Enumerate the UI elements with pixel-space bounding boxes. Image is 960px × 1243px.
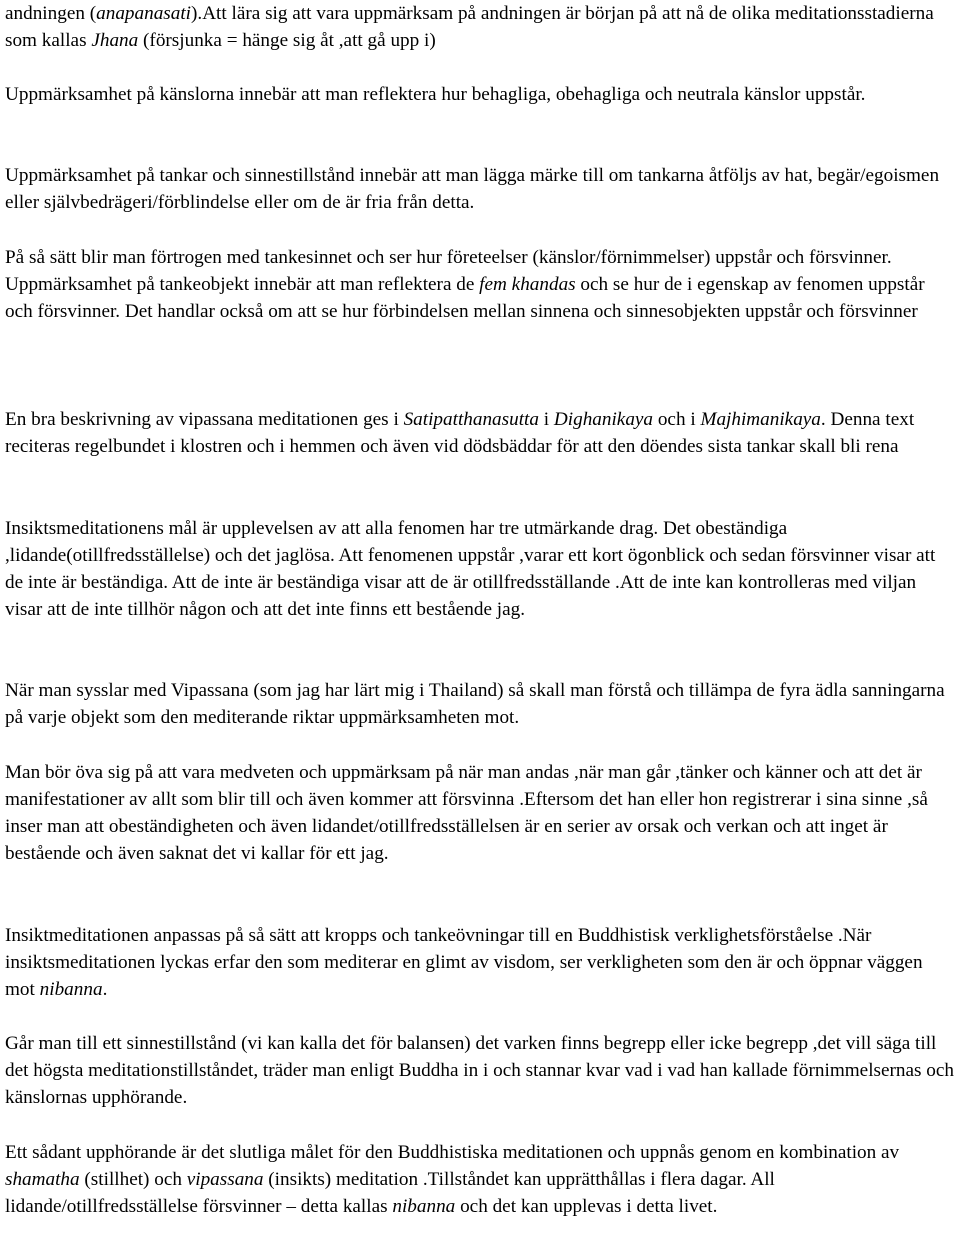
text-run: och se hur de i egenskap av fenomen uppstår och försvinner. Det handlar också om att se hur förbindelsen mellan sinnena och sinnesobjekten uppstår och försvinner bbox=[5, 274, 925, 322]
paragraph bbox=[5, 922, 957, 1003]
italic-term: Satipatthanasutta bbox=[403, 409, 539, 430]
text-run: Insiktmeditationen anpassas på så sätt att kropps och tankeövningar till en Buddhistisk verklighetsförståelse .När insiktsmeditationen lyckas erfar den som mediterar en glimt av visdom, ser verkligheten som den är och öppnar väggen mot bbox=[5, 925, 923, 1000]
text-run: (stillhet) och bbox=[79, 1169, 187, 1190]
italic-term: nibanna bbox=[392, 1196, 456, 1217]
text-run: En bra beskrivning av vipassana meditationen ges i bbox=[5, 409, 404, 430]
italic-term: nibanna bbox=[39, 979, 103, 1000]
paragraph bbox=[5, 677, 957, 731]
paragraph bbox=[5, 406, 957, 460]
text-run: Uppmärksamhet på känslorna innebär att man reflektera hur behagliga, obehagliga och neutrala känslor uppstår. bbox=[5, 84, 866, 105]
text-run: Ett sådant upphörande är det slutliga målet för den Buddhistiska meditationen och uppnås genom en kombination av bbox=[5, 1142, 900, 1163]
text-run: och det kan upplevas i detta livet. bbox=[455, 1196, 718, 1217]
text-run: Insiktsmeditationens mål är upplevelsen av att alla fenomen har tre utmärkande drag. Det obeständiga ,lidande(otillfredsställelse) och det jaglösa. Att fenomenen uppstår ,varar ett kort ögonblick och sedan försvinner visar att de inte är beständiga. Att de inte är beständiga visar att de är otillfredsställande .Att de inte kan kontrolleras med viljan visar att de inte tillhör någon och att det inte finns ett bestående jag. bbox=[5, 518, 936, 620]
italic-term: fem khandas bbox=[479, 274, 576, 295]
text-run: andningen ( bbox=[5, 3, 97, 24]
paragraph bbox=[5, 162, 957, 216]
paragraph bbox=[5, 244, 957, 325]
italic-term: Dighanikaya bbox=[553, 409, 654, 430]
italic-term: vipassana bbox=[186, 1169, 264, 1190]
text-run: och i bbox=[653, 409, 701, 430]
text-run: Man bör öva sig på att vara medveten och uppmärksam på när man andas ,när man går ,tänker och känner och att det är manifestationer av allt som blir till och även kommer att försvinna .Eftersom det han eller hon registrerar i sina sinne ,så inser man att obeständigheten och även lidandet/otillfredsställelsen är en serier av orsak och verkan och att inget är bestående och även saknat det vi kallar för ett jag. bbox=[5, 762, 928, 864]
paragraph bbox=[5, 1030, 957, 1111]
paragraph bbox=[5, 81, 957, 108]
text-run: (insikts) meditation .Tillståndet kan upprätthållas i flera dagar. All lidande/otillfredsställelse försvinner – detta kallas bbox=[5, 1169, 775, 1217]
italic-term: Jhana bbox=[91, 30, 139, 51]
paragraph bbox=[5, 515, 957, 623]
paragraph bbox=[5, 0, 957, 54]
text-run: . bbox=[102, 979, 108, 1000]
italic-term: Majhimanikaya bbox=[700, 409, 821, 430]
text-run: Går man till ett sinnestillstånd (vi kan kalla det för balansen) det varken finns begrepp eller icke begrepp ,det vill säga till det högsta meditationstillståndet, träder man enligt Buddha in i och stannar kvar vad i vad han kallade förnimmelsernas och känslornas upphörande. bbox=[5, 1033, 954, 1108]
paragraph bbox=[5, 1139, 957, 1220]
text-run: (försjunka = hänge sig åt ,att gå upp i) bbox=[138, 30, 436, 51]
text-run: ).Att lära sig att vara uppmärksam på andningen är början på att nå de olika meditationsstadierna som kallas bbox=[5, 3, 934, 51]
text-run: Uppmärksamhet på tankar och sinnestillstånd innebär att man lägga märke till om tankarna åtföljs av hat, begär/egoismen eller självbedrägeri/förblindelse eller om de är fria från detta. bbox=[5, 165, 940, 213]
text-run: När man sysslar med Vipassana (som jag har lärt mig i Thailand) så skall man förstå och tillämpa de fyra ädla sanningarna på varje objekt som den mediterande riktar uppmärksamheten mot. bbox=[5, 680, 945, 728]
text-run: . Denna text reciteras regelbundet i klostren och i hemmen och även vid dödsbäddar för att den döendes sista tankar skall bli rena bbox=[5, 409, 915, 457]
italic-term: shamatha bbox=[5, 1169, 80, 1190]
text-run: i bbox=[538, 409, 554, 430]
italic-term: anapanasati bbox=[96, 3, 192, 24]
paragraph bbox=[5, 759, 957, 867]
text-run: På så sätt blir man förtrogen med tankesinnet och ser hur företeelser (känslor/förnimmelser) uppstår och försvinner. Uppmärksamhet på tankeobjekt innebär att man reflektera de bbox=[5, 247, 892, 295]
